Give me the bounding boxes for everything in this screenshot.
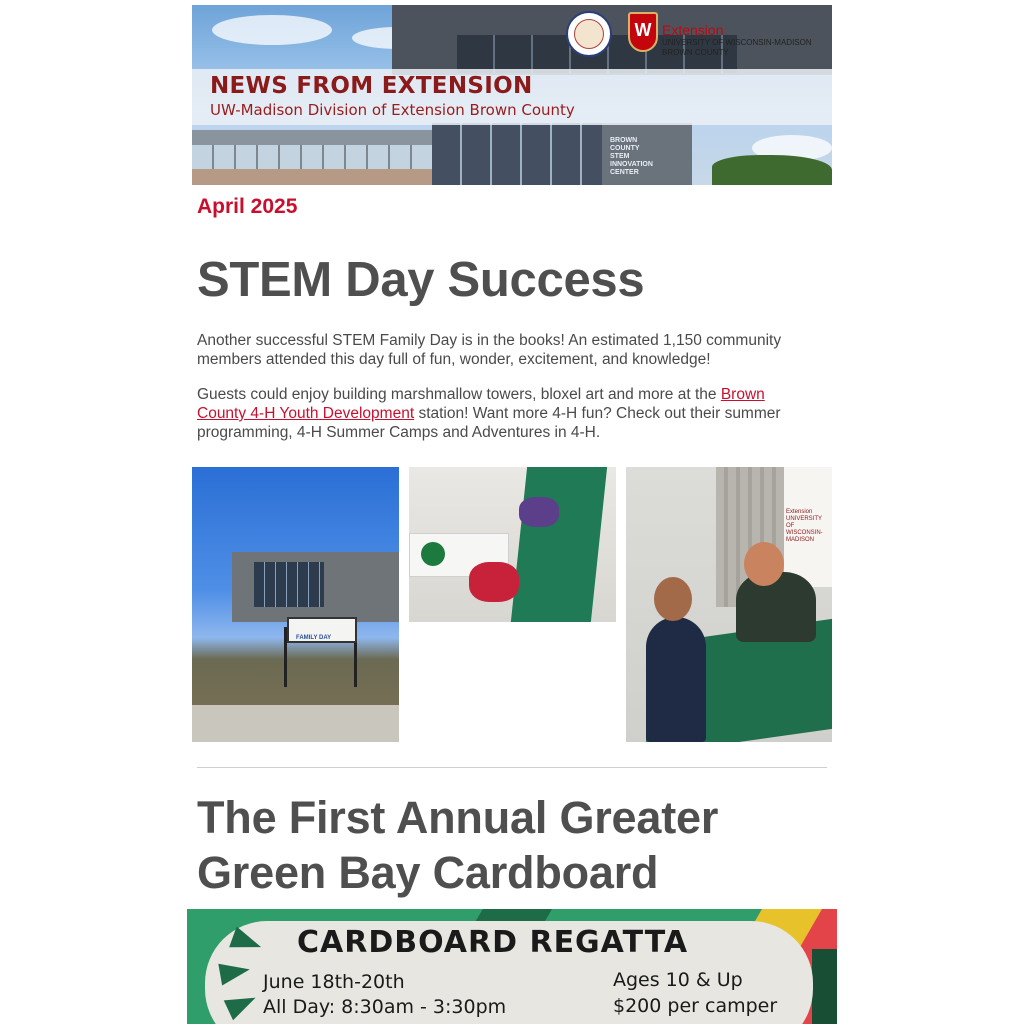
- newsletter-subtitle: UW-Madison Division of Extension Brown County: [210, 101, 575, 119]
- article-headline: STEM Day Success: [197, 253, 645, 307]
- article-paragraph: Another successful STEM Family Day is in the books! An estimated 1,150 community members attended this day full of fun, wonder, excitement, and knowledge!: [197, 332, 782, 368]
- extension-logo-county: BROWN COUNTY: [662, 48, 729, 57]
- header-banner: [192, 5, 832, 185]
- extension-banner-text: Extension UNIVERSITY OF WISCONSIN-MADISON: [786, 509, 823, 543]
- child-head: [654, 577, 692, 621]
- person: [469, 562, 519, 602]
- volunteer-head: [744, 542, 784, 586]
- building-glass-front: [432, 123, 602, 185]
- extension-logo-university: UNIVERSITY OF WISCONSIN-MADISON: [662, 38, 812, 47]
- 4h-youth-development-link[interactable]: Brown County 4-H Youth Development: [197, 386, 765, 422]
- newsletter-title: NEWS FROM EXTENSION: [210, 73, 533, 99]
- regatta-dates: June 18th-20th: [263, 971, 405, 993]
- article-paragraph: [197, 385, 817, 442]
- brown-county-seal-icon: [566, 11, 612, 57]
- extension-logo-name: Extension: [662, 22, 724, 38]
- regatta-hours: All Day: 8:30am - 3:30pm: [263, 996, 507, 1018]
- sidewalk: [192, 705, 399, 742]
- issue-date: April 2025: [197, 195, 298, 218]
- building-base: [192, 169, 432, 185]
- person: [519, 497, 559, 527]
- paragraph-text: station! Want more 4-H fun? Check out their summer programming, 4-H Summer Camps and Adventures in 4-H.: [197, 405, 781, 441]
- section-divider: [197, 767, 827, 768]
- crest-letter: W: [634, 20, 652, 40]
- volunteer: [736, 572, 816, 642]
- building-windows: [254, 562, 324, 607]
- cardboard-regatta-banner[interactable]: [187, 909, 837, 1024]
- family-day-sign-text: FAMILY DAY: [296, 635, 332, 641]
- paragraph-text: Guests could enjoy building marshmallow towers, bloxel art and more at the: [197, 386, 721, 403]
- regatta-title: CARDBOARD REGATTA: [297, 925, 689, 960]
- 4h-clover-icon: [421, 542, 445, 566]
- table: [511, 467, 607, 622]
- 4h-station-photo[interactable]: [409, 467, 616, 622]
- building-sign: BROWN COUNTY STEM INNOVATION CENTER: [610, 137, 653, 176]
- extension-logo[interactable]: [662, 22, 812, 58]
- child: [646, 617, 706, 742]
- uw-crest-icon: [628, 12, 658, 52]
- building-windows: [192, 145, 432, 169]
- article-headline: The First Annual Greater Green Bay Cardboard: [197, 792, 719, 898]
- decor-stripe: [812, 949, 837, 1024]
- stem-center-exterior-photo[interactable]: [192, 467, 399, 742]
- cloud: [212, 15, 332, 45]
- trees: [712, 155, 832, 185]
- regatta-ages: Ages 10 & Up: [613, 969, 743, 991]
- regatta-price: $200 per camper: [613, 995, 778, 1017]
- marshmallow-tower-photo[interactable]: [626, 467, 832, 742]
